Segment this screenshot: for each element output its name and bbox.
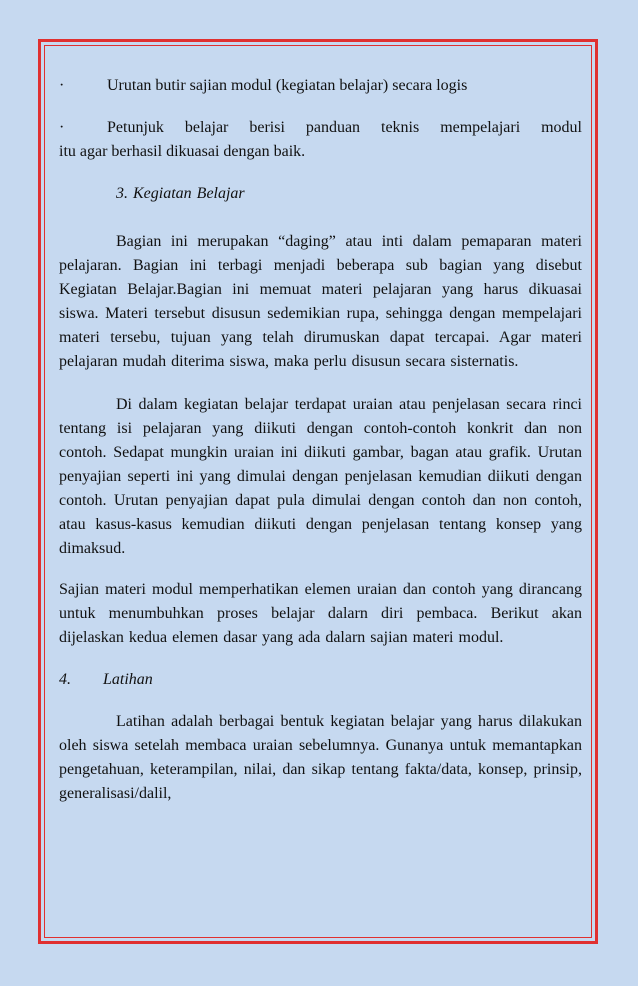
section-title: Latihan bbox=[103, 671, 153, 688]
bullet-item-2 bbox=[59, 116, 582, 164]
bullet-text: Urutan butir sajian modul (kegiatan belajar) secara logis bbox=[107, 77, 468, 94]
paragraph-latihan: Latihan adalah berbagai bentuk kegiatan belajar yang harus dilakukan oleh siswa setelah membaca uraian sebelumnya. Gunanya untuk memantapkan pengetahuan, keterampilan, nilai, dan sikap tentang fakta/data, konsep, prinsip, generalisasi/dalil, bbox=[59, 713, 582, 802]
bullet-text: Petunjuk belajar berisi panduan teknis mempelajari modul bbox=[107, 119, 582, 136]
document-body bbox=[59, 74, 582, 806]
bullet-item-1 bbox=[59, 74, 582, 98]
bullet-mark: · bbox=[59, 119, 65, 136]
section-number: 4. bbox=[59, 671, 71, 688]
paragraph-1: Bagian ini merupakan “daging” atau inti dalam pemaparan materi pelajaran. Bagian ini terbagi menjadi beberapa sub bagian yang disebut Kegiatan Belajar.Bagian ini memuat materi pelajaran yang harus dikuasai siswa. Materi tersebut disusun sedemikian rupa, sehingga dengan mempelajari materi tersebu, tujuan yang telah dirumuskan dapat tercapai. Agar materi pelajaran mudah diterima siswa, maka perlu disusun secara sisternatis. bbox=[59, 233, 582, 370]
section-heading-kegiatan-belajar: 3. Kegiatan Belajar bbox=[116, 185, 245, 202]
section-heading-latihan bbox=[59, 668, 582, 692]
bullet-mark: · bbox=[59, 77, 65, 94]
paragraph-3: Sajian materi modul memperhatikan elemen uraian dan contoh yang dirancang untuk menumbuhkan proses belajar dalarn diri pembaca. Berikut akan dijelaskan kedua elemen dasar yang ada dalarn sajian materi modul. bbox=[59, 581, 582, 646]
bullet-text-continued: itu agar berhasil dikuasai dengan baik. bbox=[59, 143, 306, 160]
paragraph-2: Di dalam kegiatan belajar terdapat uraian atau penjelasan secara rinci tentang isi pelajaran yang diikuti dengan contoh-contoh konkrit dan non contoh. Sedapat mungkin uraian ini diikuti gambar, bagan atau grafik. Urutan penyajian seperti ini yang dimulai dengan penjelasan kemudian diikuti dengan contoh. Urutan penyajian dapat pula dimulai dengan contoh dan non contoh, atau kasus-kasus kemudian diikuti dengan penjelasan tentang konsep yang dimaksud. bbox=[59, 396, 582, 557]
